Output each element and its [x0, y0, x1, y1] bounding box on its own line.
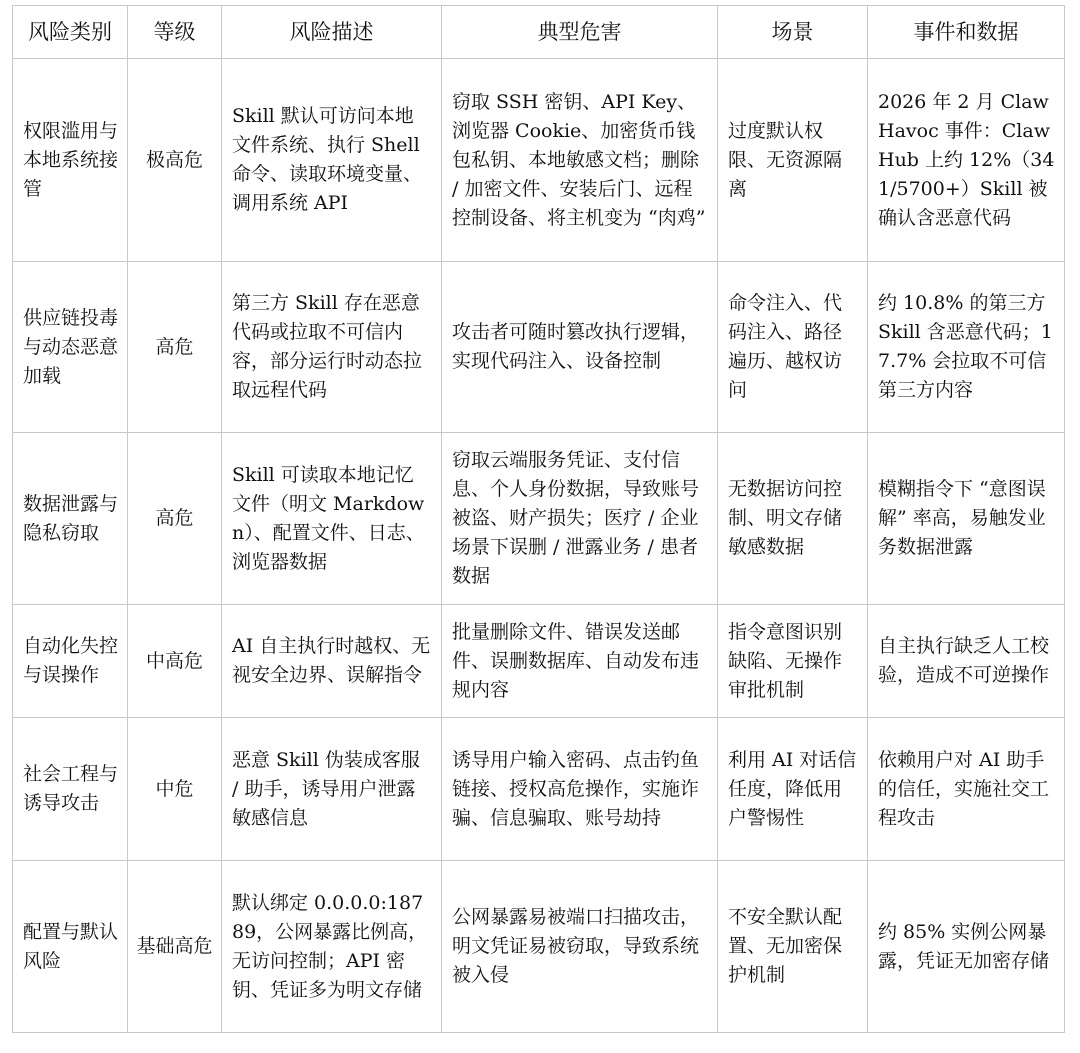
- level-cell: 中高危: [128, 605, 222, 718]
- table-row: [13, 718, 1065, 861]
- category-cell: 权限滥用与本地系统接管: [13, 59, 128, 262]
- events-cell: 2026 年 2 月 ClawHavoc 事件：ClawHub 上约 12%（341/5700+）Skill 被确认含恶意代码: [868, 59, 1065, 262]
- risk-table: [12, 5, 1065, 1033]
- description-cell: 默认绑定 0.0.0.0:18789，公网暴露比例高，无访问控制；API 密钥、凭证多为明文存储: [222, 861, 442, 1033]
- table-row: [13, 262, 1065, 433]
- scenario-cell: 不安全默认配置、无加密保护机制: [718, 861, 868, 1033]
- level-cell: 高危: [128, 262, 222, 433]
- scenario-cell: 利用 AI 对话信任度，降低用户警惕性: [718, 718, 868, 861]
- harm-cell: 公网暴露易被端口扫描攻击，明文凭证易被窃取，导致系统被入侵: [442, 861, 718, 1033]
- events-cell: 自主执行缺乏人工校验，造成不可逆操作: [868, 605, 1065, 718]
- description-cell: Skill 可读取本地记忆文件（明文 Markdown）、配置文件、日志、浏览器数据: [222, 433, 442, 605]
- level-cell: 极高危: [128, 59, 222, 262]
- table-row: [13, 433, 1065, 605]
- scenario-cell: 命令注入、代码注入、路径遍历、越权访问: [718, 262, 868, 433]
- category-cell: 供应链投毒与动态恶意加载: [13, 262, 128, 433]
- scenario-cell: 指令意图识别缺陷、无操作审批机制: [718, 605, 868, 718]
- harm-cell: 攻击者可随时篡改执行逻辑，实现代码注入、设备控制: [442, 262, 718, 433]
- description-cell: AI 自主执行时越权、无视安全边界、误解指令: [222, 605, 442, 718]
- category-cell: 社会工程与诱导攻击: [13, 718, 128, 861]
- scenario-cell: 无数据访问控制、明文存储敏感数据: [718, 433, 868, 605]
- table-row: [13, 861, 1065, 1033]
- harm-cell: 窃取云端服务凭证、支付信息、个人身份数据，导致账号被盗、财产损失；医疗 / 企业场景下误删 / 泄露业务 / 患者数据: [442, 433, 718, 605]
- category-cell: 配置与默认风险: [13, 861, 128, 1033]
- description-cell: Skill 默认可访问本地文件系统、执行 Shell 命令、读取环境变量、调用系统 API: [222, 59, 442, 262]
- table-row: [13, 59, 1065, 262]
- harm-cell: 批量删除文件、错误发送邮件、误删数据库、自动发布违规内容: [442, 605, 718, 718]
- level-cell: 中危: [128, 718, 222, 861]
- scenario-cell: 过度默认权限、无资源隔离: [718, 59, 868, 262]
- category-cell: 数据泄露与隐私窃取: [13, 433, 128, 605]
- header-level: 等级: [128, 6, 222, 59]
- header-scenario: 场景: [718, 6, 868, 59]
- category-cell: 自动化失控与误操作: [13, 605, 128, 718]
- events-cell: 约 85% 实例公网暴露，凭证无加密存储: [868, 861, 1065, 1033]
- level-cell: 基础高危: [128, 861, 222, 1033]
- harm-cell: 窃取 SSH 密钥、API Key、浏览器 Cookie、加密货币钱包私钥、本地敏感文档；删除 / 加密文件、安装后门、远程控制设备、将主机变为 “肉鸡”: [442, 59, 718, 262]
- header-category: 风险类别: [13, 6, 128, 59]
- events-cell: 模糊指令下 “意图误解” 率高，易触发业务数据泄露: [868, 433, 1065, 605]
- level-cell: 高危: [128, 433, 222, 605]
- header-harm: 典型危害: [442, 6, 718, 59]
- risk-table-container: [12, 5, 1065, 1033]
- harm-cell: 诱导用户输入密码、点击钓鱼链接、授权高危操作，实施诈骗、信息骗取、账号劫持: [442, 718, 718, 861]
- description-cell: 第三方 Skill 存在恶意代码或拉取不可信内容，部分运行时动态拉取远程代码: [222, 262, 442, 433]
- events-cell: 约 10.8% 的第三方 Skill 含恶意代码；17.7% 会拉取不可信第三方内容: [868, 262, 1065, 433]
- header-events: 事件和数据: [868, 6, 1065, 59]
- header-row: [13, 6, 1065, 59]
- header-description: 风险描述: [222, 6, 442, 59]
- table-row: [13, 605, 1065, 718]
- description-cell: 恶意 Skill 伪装成客服 / 助手，诱导用户泄露敏感信息: [222, 718, 442, 861]
- events-cell: 依赖用户对 AI 助手的信任，实施社交工程攻击: [868, 718, 1065, 861]
